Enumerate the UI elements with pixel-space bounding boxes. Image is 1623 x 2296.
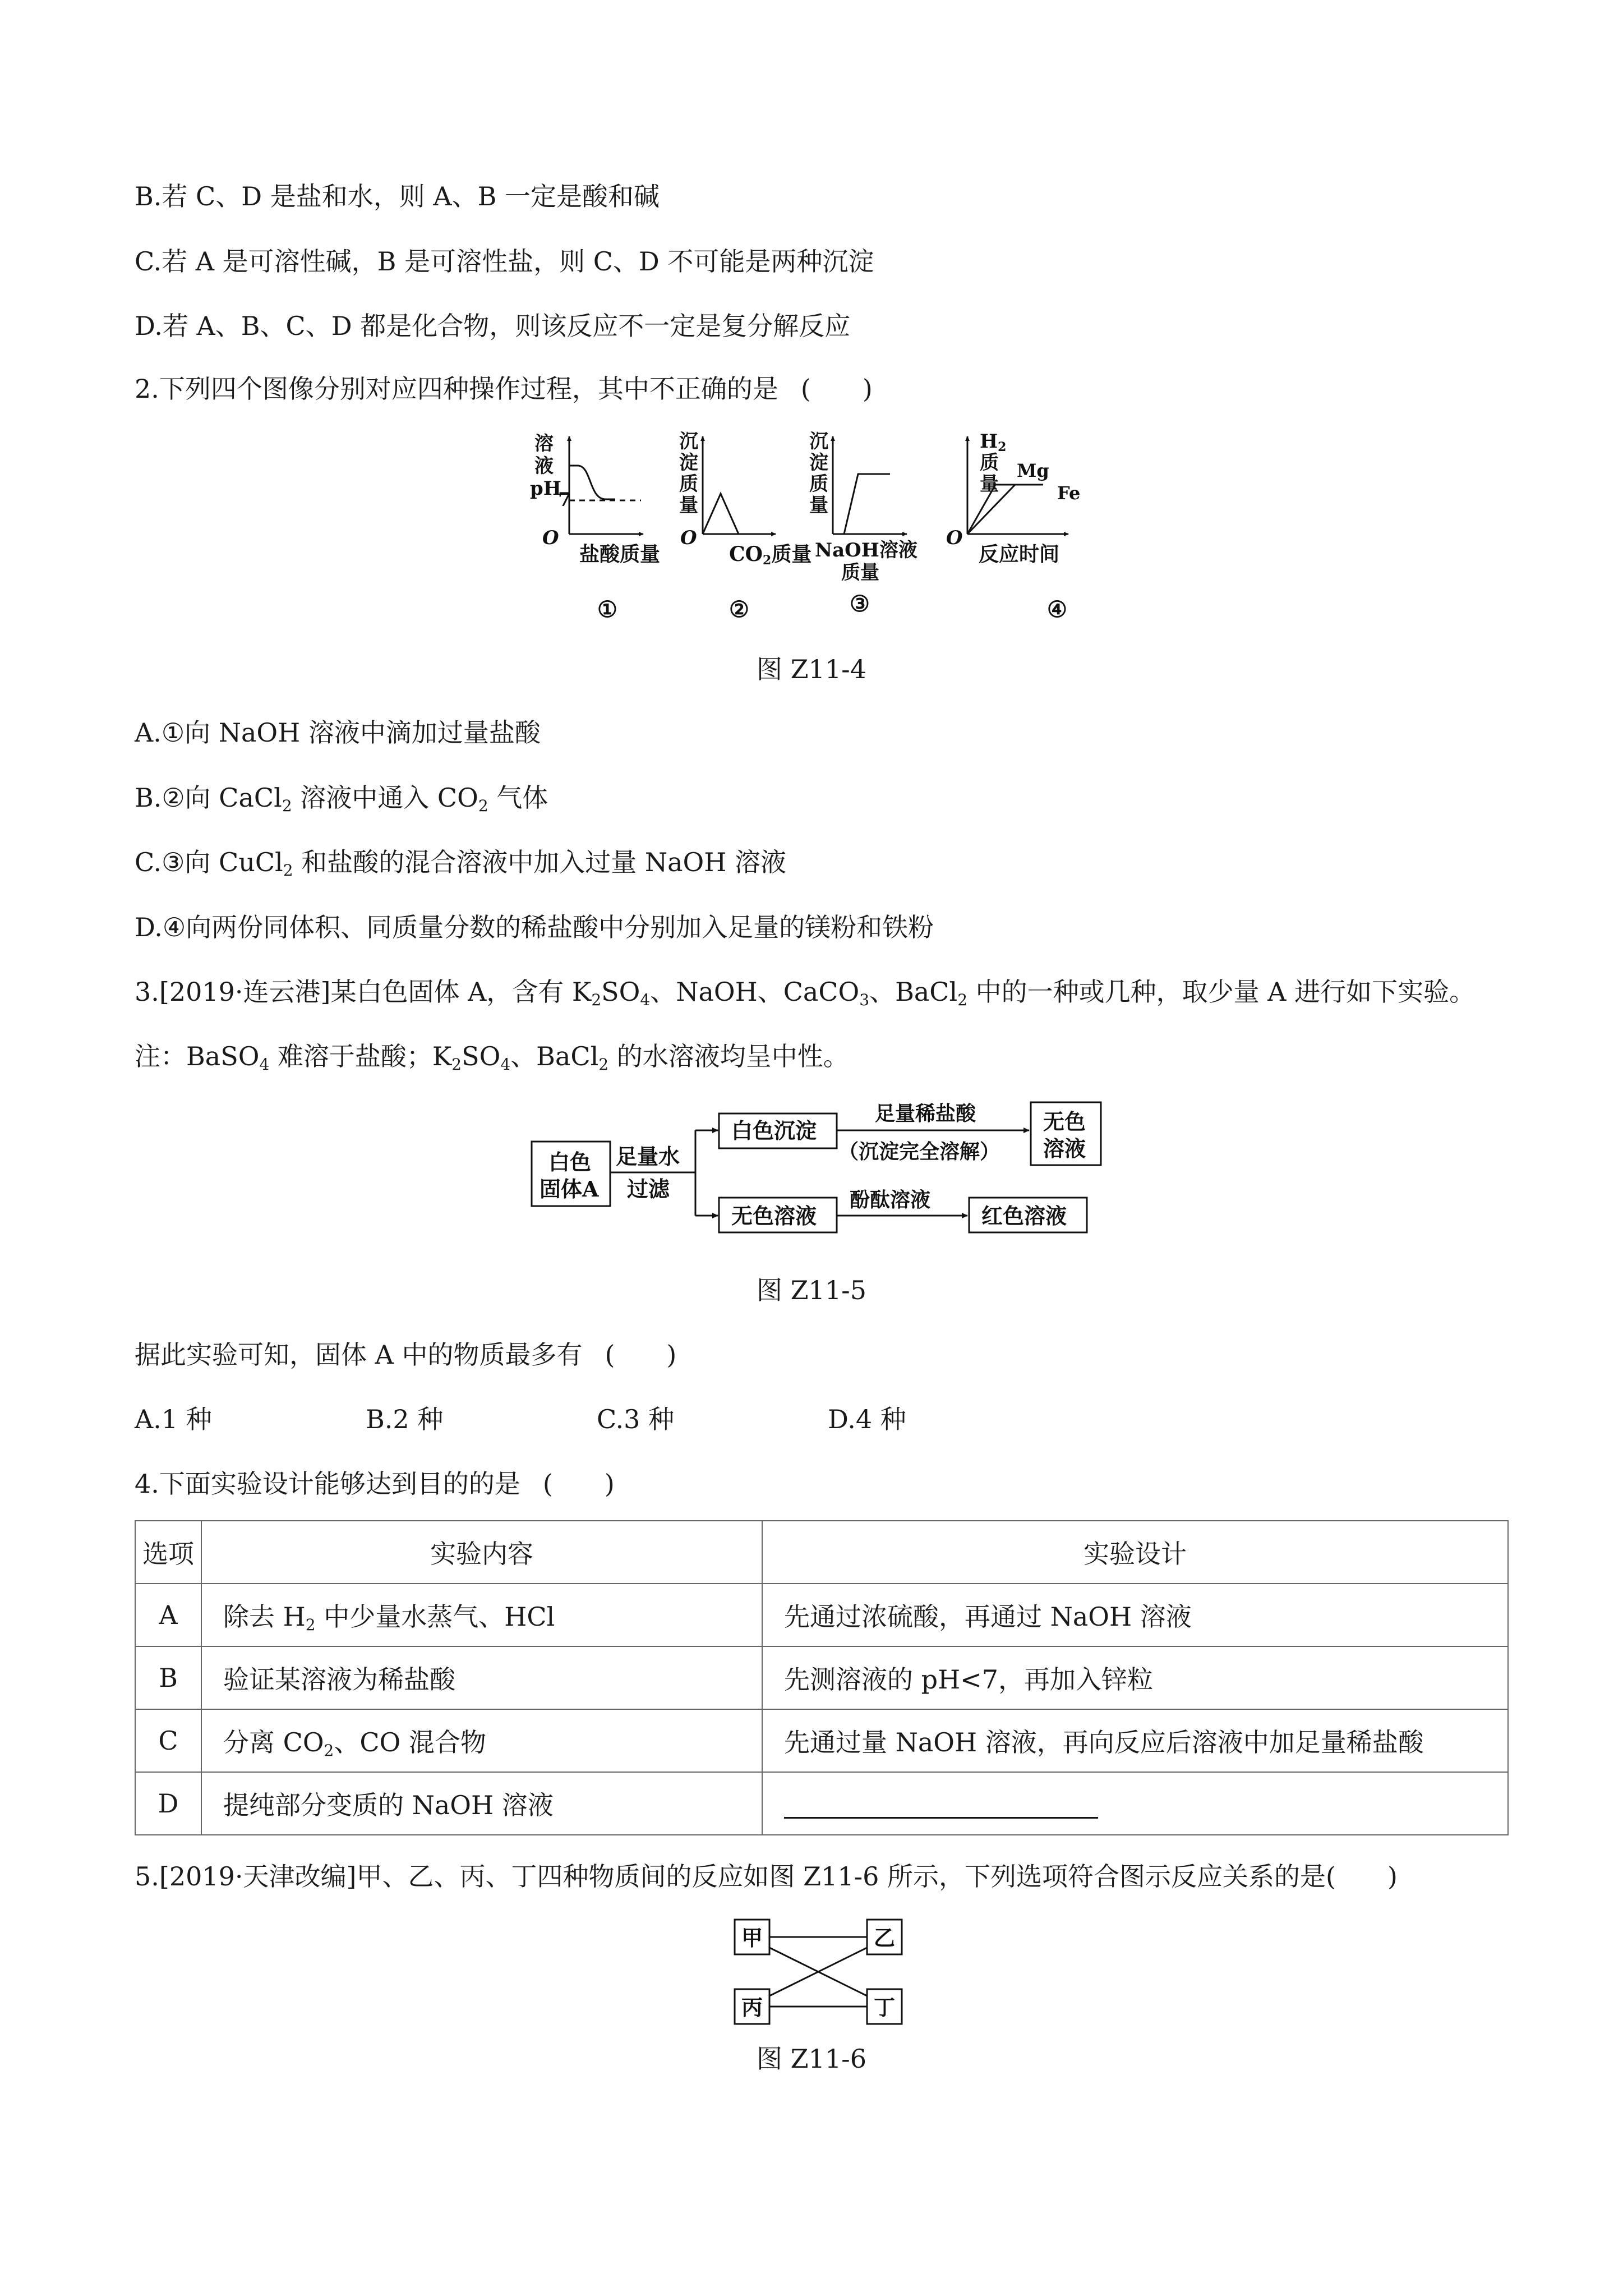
- figure-z11-6: [729, 1907, 909, 2031]
- graph3-number: ③: [850, 591, 870, 617]
- step2-label-2: （沉淀完全溶解）: [838, 1140, 1000, 1163]
- header-content: 实验内容: [201, 1521, 762, 1584]
- solution-text: 无色溶液: [731, 1203, 817, 1228]
- graph1-ylabel-3: pH: [530, 477, 561, 500]
- node-bing: 丙: [741, 1995, 763, 2020]
- precipitate-text: 白色沉淀: [731, 1118, 817, 1143]
- row-a-design: 先通过浓硫酸，再通过 NaOH 溶液: [762, 1584, 1508, 1646]
- graph4-ylabel-2: 量: [980, 473, 999, 495]
- step1-label-2: 过滤: [627, 1176, 670, 1202]
- node-ding: 丁: [874, 1995, 896, 2020]
- row-c-design: 先通过量 NaOH 溶液，再向反应后溶液中加足量稀盐酸: [762, 1709, 1508, 1772]
- step3-label: 酚酞溶液: [850, 1188, 931, 1212]
- q1-option-b: B.若 C、D 是盐和水，则 A、B 一定是酸和碱: [135, 181, 660, 211]
- table-row: [135, 1584, 1508, 1646]
- figure-z11-5-caption: 图 Z11-5: [757, 1275, 866, 1305]
- row-d-option: D: [135, 1772, 201, 1835]
- figure-z11-4-caption: 图 Z11-4: [757, 654, 866, 684]
- q3-options: [135, 1402, 1059, 1436]
- q3-question: 据此实验可知，固体 A 中的物质最多有 ( ): [135, 1340, 677, 1370]
- graph4-fe-label: Fe: [1057, 482, 1081, 504]
- graph1-tick-7: 7: [558, 489, 571, 511]
- graph4-ylabel-1: 质: [980, 452, 999, 474]
- row-b-option: B: [135, 1646, 201, 1709]
- graph4-ylabel-h2: H2: [980, 430, 1007, 454]
- answer-blank[interactable]: [784, 1795, 1098, 1819]
- graph2-curve: [703, 494, 739, 534]
- row-a-option: A: [135, 1584, 201, 1646]
- graph2-ylabel-1: 沉: [679, 430, 698, 453]
- row-d-content: 提纯部分变质的 NaOH 溶液: [201, 1772, 762, 1835]
- q1-option-d: D.若 A、B、C、D 都是化合物，则该反应不一定是复分解反应: [135, 311, 851, 341]
- q3-stem: 3.[2019·连云港]某白色固体 A，含有 $K_2SO_4$、NaOH、CaCO$_3$、BaCl$_2$ 中的一种或几种，取少量 A 进行如下实验。: [135, 977, 1476, 1009]
- graph1-ylabel-1: 溶: [534, 432, 554, 455]
- graph4-mg-label: Mg: [1017, 460, 1049, 481]
- graph4-xlabel: 反应时间: [979, 542, 1060, 566]
- table-row: [135, 1646, 1508, 1709]
- q5-stem: 5.[2019·天津改编]甲、乙、丙、丁四种物质间的反应如图 Z11-6 所示，下列选项符合图示反应关系的是( ): [135, 1861, 1398, 1892]
- q1-option-c: C.若 A 是可溶性碱，B 是可溶性盐，则 C、D 不可能是两种沉淀: [135, 246, 874, 277]
- step2-label-1: 足量稀盐酸: [875, 1102, 976, 1125]
- header-design: 实验设计: [762, 1521, 1508, 1584]
- graph3-ylabel-1: 沉: [809, 430, 828, 453]
- row-d-design: [762, 1772, 1508, 1835]
- graph3-curve: [833, 474, 890, 534]
- graph2-ylabel-4: 量: [679, 494, 698, 517]
- row-c-option: C: [135, 1709, 201, 1772]
- q3-option-d: D.4 种: [828, 1404, 906, 1434]
- result2-text: 红色溶液: [981, 1203, 1067, 1228]
- step1-label-1: 足量水: [616, 1144, 680, 1169]
- graph3-xlabel-1: NaOH溶液: [815, 539, 917, 562]
- graph1-ylabel-2: 液: [534, 455, 554, 477]
- graph3-ylabel-4: 量: [809, 494, 828, 517]
- graph1-curve: [569, 466, 615, 499]
- q4-stem: 4.下面实验设计能够达到目的的是 ( ): [135, 1469, 615, 1499]
- row-b-content: 验证某溶液为稀盐酸: [201, 1646, 762, 1709]
- graph2-xlabel: CO2质量: [729, 542, 812, 568]
- graph4-mg-curve: [967, 485, 1043, 534]
- graph4-fe-curve: [967, 485, 1043, 534]
- table-row: [135, 1709, 1508, 1772]
- header-option: 选项: [135, 1521, 201, 1584]
- q3-option-c: C.3 种: [597, 1404, 675, 1434]
- q2-option-c: C.③向 CuCl$_2$ 和盐酸的混合溶液中加入过量 NaOH 溶液: [135, 847, 786, 880]
- graph3-ylabel-2: 淀: [809, 452, 828, 474]
- box-a-text-2: 固体A: [540, 1176, 599, 1202]
- graph1-number: ①: [597, 596, 617, 623]
- graph4-origin: O: [946, 527, 963, 549]
- q4-answer-paren: ( ): [542, 1469, 615, 1499]
- graph1-xlabel: 盐酸质量: [579, 542, 661, 566]
- q3-note: 注：BaSO$_4$ 难溶于盐酸；$K_2SO_4$、BaCl$_2$ 的水溶液均呈中性。: [135, 1041, 849, 1074]
- graph3-xlabel-2: 质量: [841, 562, 879, 584]
- box-a-text-1: 白色: [548, 1149, 592, 1175]
- q2-option-d: D.④向两份同体积、同质量分数的稀盐酸中分别加入足量的镁粉和铁粉: [135, 912, 934, 942]
- node-yi: 乙: [874, 1925, 896, 1950]
- graph2-ylabel-2: 淀: [679, 452, 698, 474]
- graph2-ylabel-3: 质: [679, 473, 698, 495]
- figure-z11-5-flowchart: [527, 1097, 1116, 1259]
- q4-table: [135, 1520, 1509, 1835]
- figure-z11-6-caption: 图 Z11-6: [757, 2044, 866, 2074]
- row-b-design: 先测溶液的 pH<7，再加入锌粒: [762, 1646, 1508, 1709]
- result1-text-1: 无色: [1043, 1109, 1086, 1134]
- table-row: [135, 1772, 1508, 1835]
- node-jia: 甲: [741, 1925, 763, 1950]
- q2-answer-paren: ( ): [800, 374, 873, 404]
- q2-option-b: B.②向 CaCl$_2$ 溶液中通入 $CO_2$ 气体: [135, 783, 548, 815]
- graph3-ylabel-3: 质: [809, 473, 828, 495]
- q3-option-b: B.2 种: [366, 1404, 444, 1434]
- graph1-origin: O: [542, 527, 559, 549]
- figure-z11-4: [513, 426, 1130, 639]
- row-a-content: 除去 $H_2$ 中少量水蒸气、HCl: [201, 1584, 762, 1646]
- q2-stem: [135, 372, 873, 406]
- graph2-origin: O: [680, 527, 697, 549]
- q2-stem-text: 2.下列四个图像分别对应四种操作过程，其中不正确的是: [135, 374, 778, 404]
- row-c-content: 分离 $CO_2$、CO 混合物: [201, 1709, 762, 1772]
- q3-option-a: A.1 种: [135, 1404, 212, 1434]
- q2-option-a: A.①向 NaOH 溶液中滴加过量盐酸: [135, 717, 541, 748]
- graph4-number: ④: [1047, 596, 1067, 623]
- q4-table-header: [135, 1521, 1508, 1584]
- q3-answer-paren: ( ): [605, 1340, 677, 1370]
- graph2-number: ②: [729, 596, 749, 623]
- result1-text-2: 溶液: [1043, 1136, 1086, 1161]
